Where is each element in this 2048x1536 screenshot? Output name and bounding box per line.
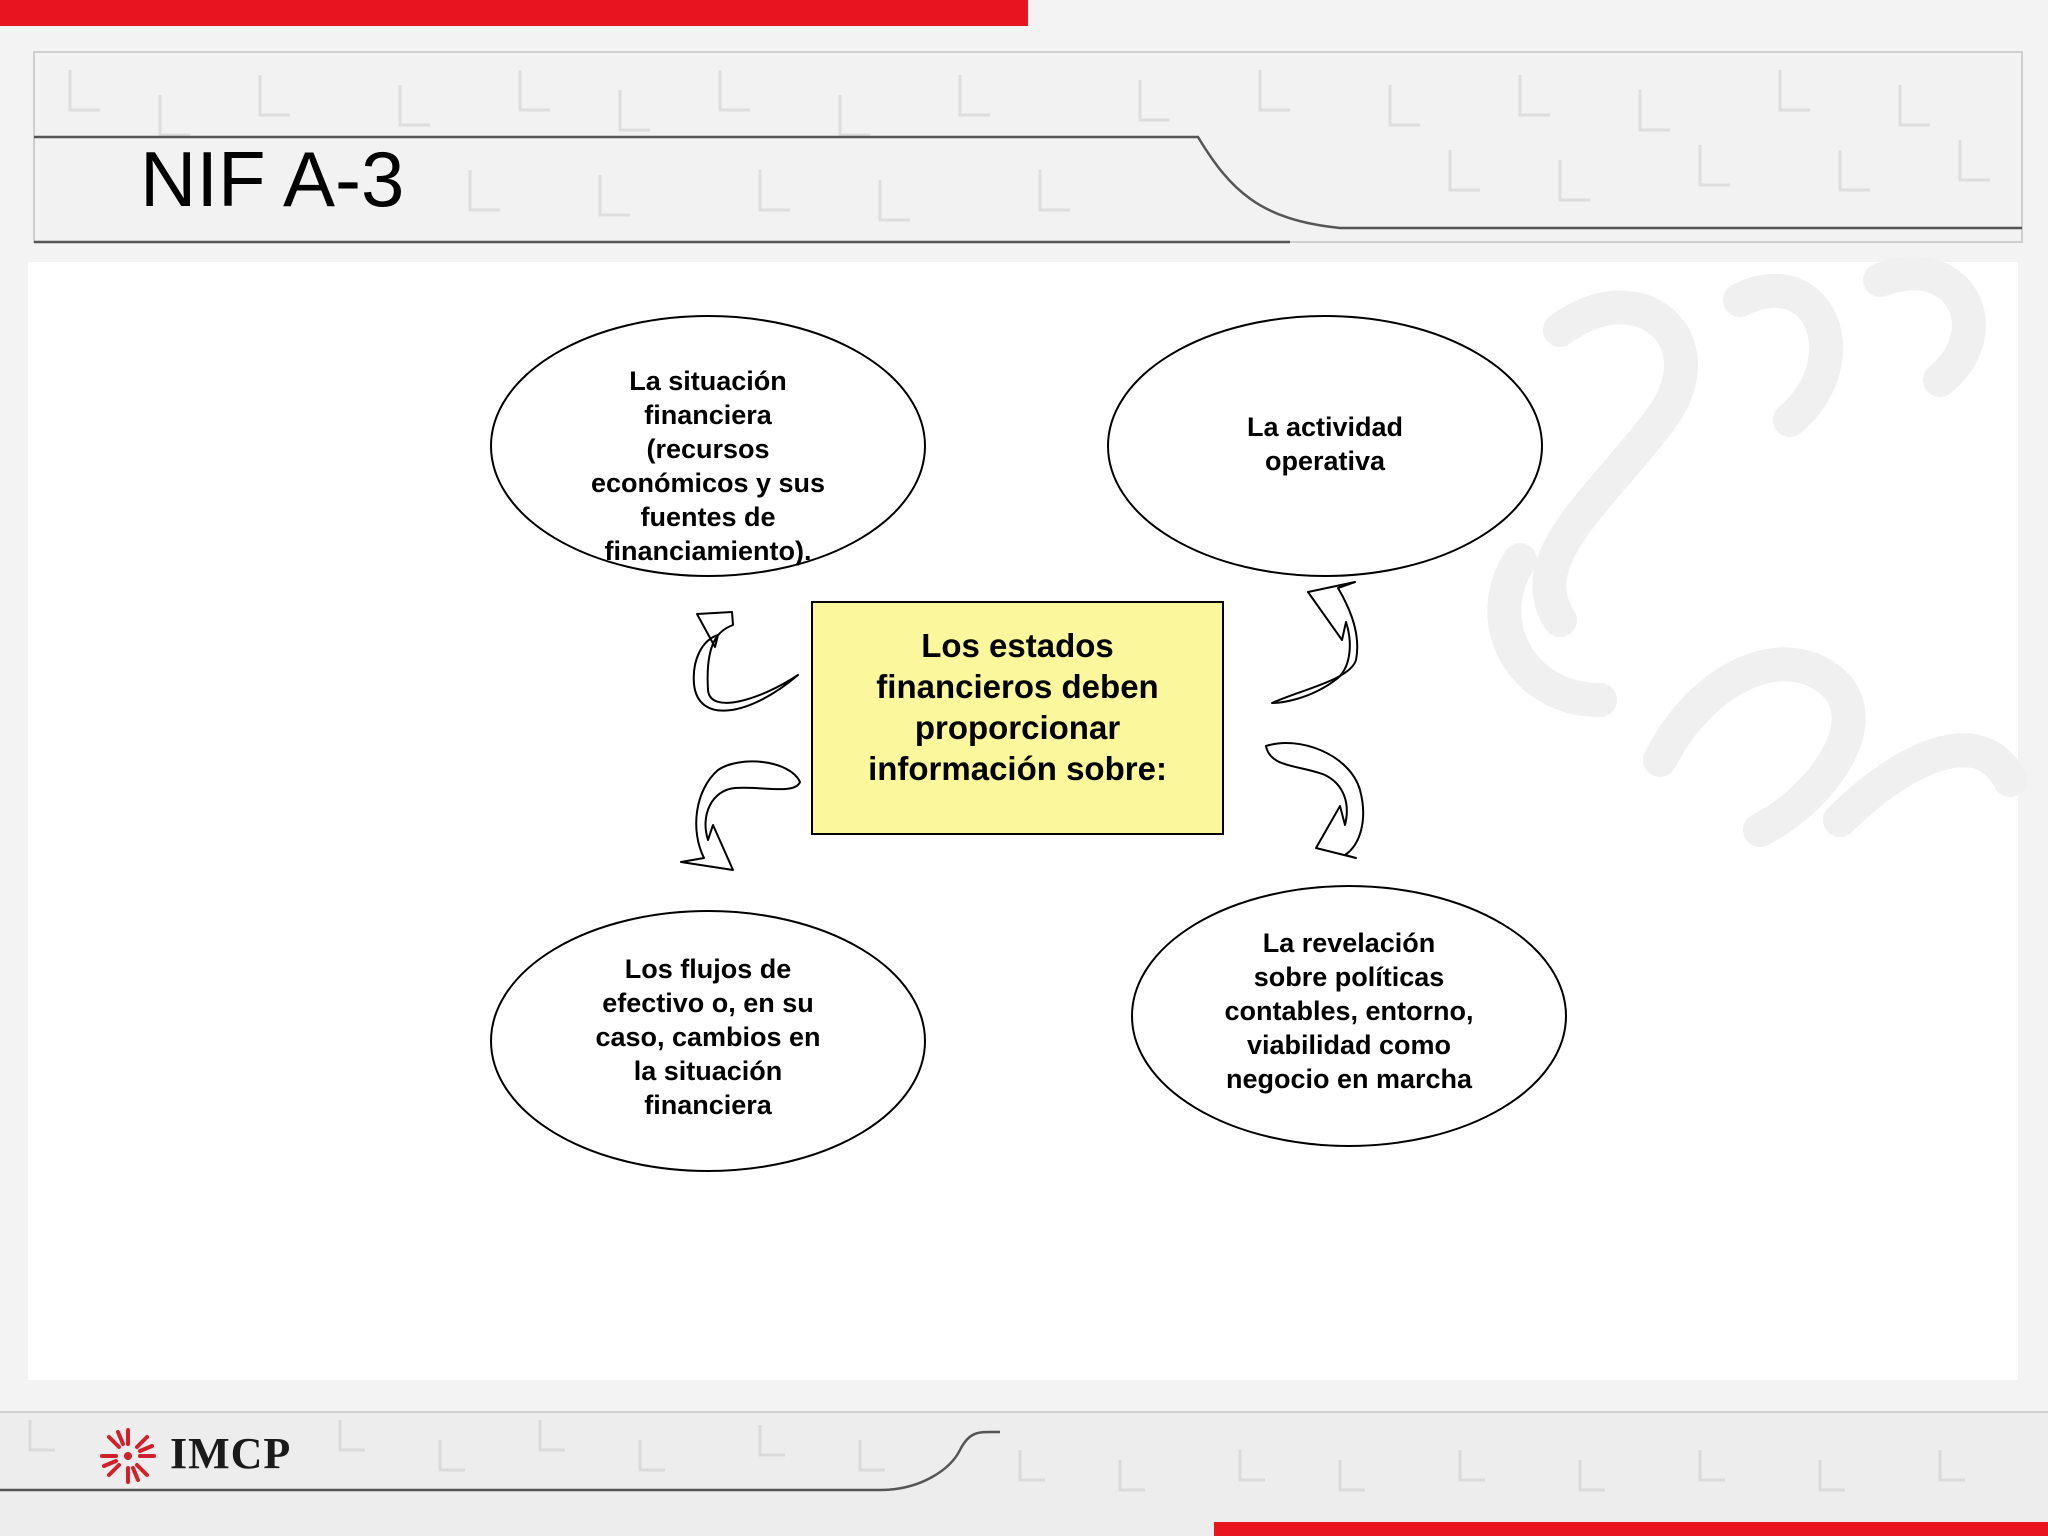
node-line: financiamiento). <box>604 536 812 566</box>
node-text-bottom-right <box>1179 916 1519 1106</box>
node-text-bottom-left <box>548 942 868 1132</box>
node-line: efectivo o, en su <box>602 988 814 1018</box>
imcp-logo-text: IMCP <box>170 1429 292 1478</box>
node-line: la situación <box>633 1056 783 1086</box>
node-line: contables, entorno, <box>1224 996 1474 1026</box>
imcp-star-icon <box>102 1430 154 1482</box>
bottom-accent-bar <box>1214 1522 2048 1536</box>
node-line: La actividad <box>1246 412 1404 442</box>
node-line: La revelación <box>1262 928 1436 958</box>
slide-title: NIF A-3 <box>140 135 405 223</box>
node-line: financiera <box>644 400 772 430</box>
center-line: financieros deben <box>876 668 1159 705</box>
node-line: negocio en marcha <box>1225 1064 1473 1094</box>
center-line: proporcionar <box>914 709 1121 746</box>
node-line: (recursos <box>646 434 770 464</box>
center-box-text <box>812 602 1223 812</box>
node-line: viabilidad como <box>1246 1030 1452 1060</box>
center-line: Los estados <box>921 627 1114 664</box>
node-line: Los flujos de <box>624 954 792 984</box>
node-line: sobre políticas <box>1253 962 1445 992</box>
footer-band <box>0 1412 2048 1536</box>
node-text-top-left <box>548 362 868 570</box>
node-line: económicos y sus <box>590 468 826 498</box>
node-line: operativa <box>1264 446 1386 476</box>
node-line: La situación <box>629 366 787 396</box>
center-line: información sobre: <box>868 750 1167 787</box>
node-line: financiera <box>644 1090 772 1120</box>
top-accent-bar <box>0 0 1028 26</box>
node-line: caso, cambios en <box>595 1022 821 1052</box>
node-text-top-right <box>1165 382 1485 506</box>
node-line: fuentes de <box>640 502 776 532</box>
